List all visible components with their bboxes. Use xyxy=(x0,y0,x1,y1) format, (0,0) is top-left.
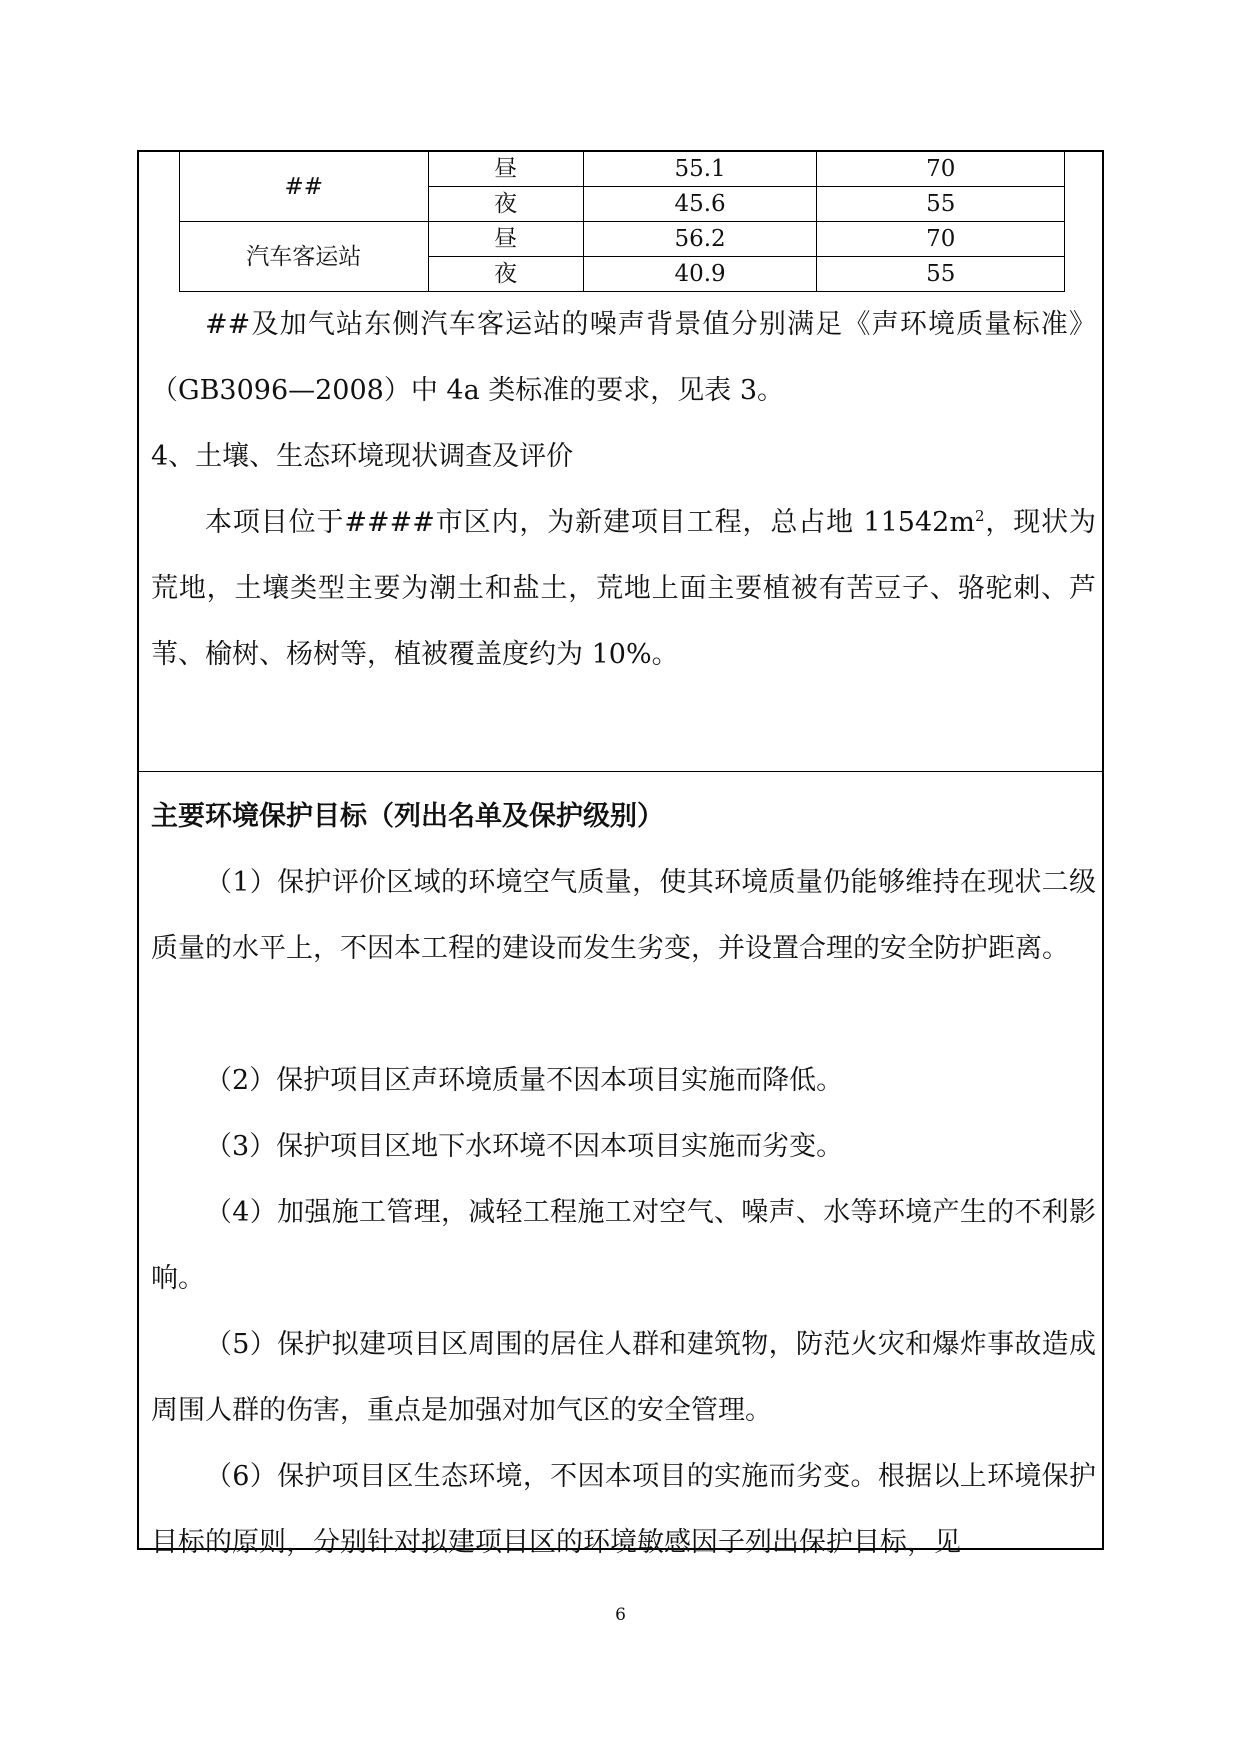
environment-status-section xyxy=(139,152,1102,772)
noise-conclusion-text: ##及加气站东侧汽车客运站的噪声背景值分别满足《声环境质量标准》（GB3096—2008）中 4a 类标准的要求，见表 3。 xyxy=(151,309,1096,406)
protection-item xyxy=(151,1444,1096,1576)
protection-item-text: （4）加强施工管理，减轻工程施工对空气、噪声、水等环境产生的不利影响。 xyxy=(151,1197,1096,1294)
standard-cell: 55 xyxy=(817,257,1065,292)
value-cell: 56.2 xyxy=(583,222,817,257)
site-cell: 汽车客运站 xyxy=(180,222,429,292)
protection-item xyxy=(151,1048,1096,1114)
soil-paragraph xyxy=(151,490,1096,688)
area-superscript: 2 xyxy=(974,507,985,525)
site-cell: ## xyxy=(180,152,429,222)
protection-item-text: （2）保护项目区声环境质量不因本项目实施而降低。 xyxy=(205,1065,844,1096)
report-frame xyxy=(137,150,1104,1558)
protection-targets-title: 主要环境保护目标（列出名单及保护级别） xyxy=(151,801,664,832)
period-cell: 夜 xyxy=(428,257,583,292)
value-cell: 40.9 xyxy=(583,257,817,292)
heading-text: 4、土壤、生态环境现状调查及评价 xyxy=(151,441,574,472)
page-number: 6 xyxy=(615,1605,626,1625)
noise-table xyxy=(179,152,1065,292)
value-cell: 55.1 xyxy=(583,152,817,187)
protection-item-text: （3）保护项目区地下水环境不因本项目实施而劣变。 xyxy=(205,1131,844,1162)
noise-conclusion-paragraph xyxy=(151,292,1096,424)
protection-item xyxy=(151,850,1096,982)
table-row xyxy=(180,222,1065,257)
value-cell: 45.6 xyxy=(583,187,817,222)
soil-text-part1: 本项目位于####市区内，为新建项目工程，总占地 11542m xyxy=(205,507,975,538)
section-heading-4 xyxy=(151,424,1096,490)
soil-text-part2: ，现状为荒地，土壤类型主要为潮土和盐土，荒地上面主要植被有苦豆子、骆驼刺、芦苇、榆树、杨树等，植被覆盖度约为 10%。 xyxy=(151,507,1097,670)
protection-item-text: （1）保护评价区域的环境空气质量，使其环境质量仍能够维持在现状二级质量的水平上，不因本工程的建设而发生劣变，并设置合理的安全防护距离。 xyxy=(151,867,1096,964)
standard-cell: 70 xyxy=(817,222,1065,257)
protection-item-text: （6）保护项目区生态环境，不因本项目的实施而劣变。根据以上环境保护目标的原则，分别针对拟建项目区的环境敏感因子列出保护目标，见 xyxy=(151,1461,1096,1558)
period-cell: 昼 xyxy=(428,152,583,187)
protection-item xyxy=(151,1312,1096,1444)
period-cell: 夜 xyxy=(428,187,583,222)
protection-item xyxy=(151,1180,1096,1312)
standard-cell: 55 xyxy=(817,187,1065,222)
period-cell: 昼 xyxy=(428,222,583,257)
protection-item xyxy=(151,1114,1096,1180)
protection-item-text: （5）保护拟建项目区周围的居住人群和建筑物，防范火灾和爆炸事故造成周围人群的伤害，重点是加强对加气区的安全管理。 xyxy=(151,1329,1096,1426)
table-row xyxy=(180,152,1065,187)
standard-cell: 70 xyxy=(817,152,1065,187)
